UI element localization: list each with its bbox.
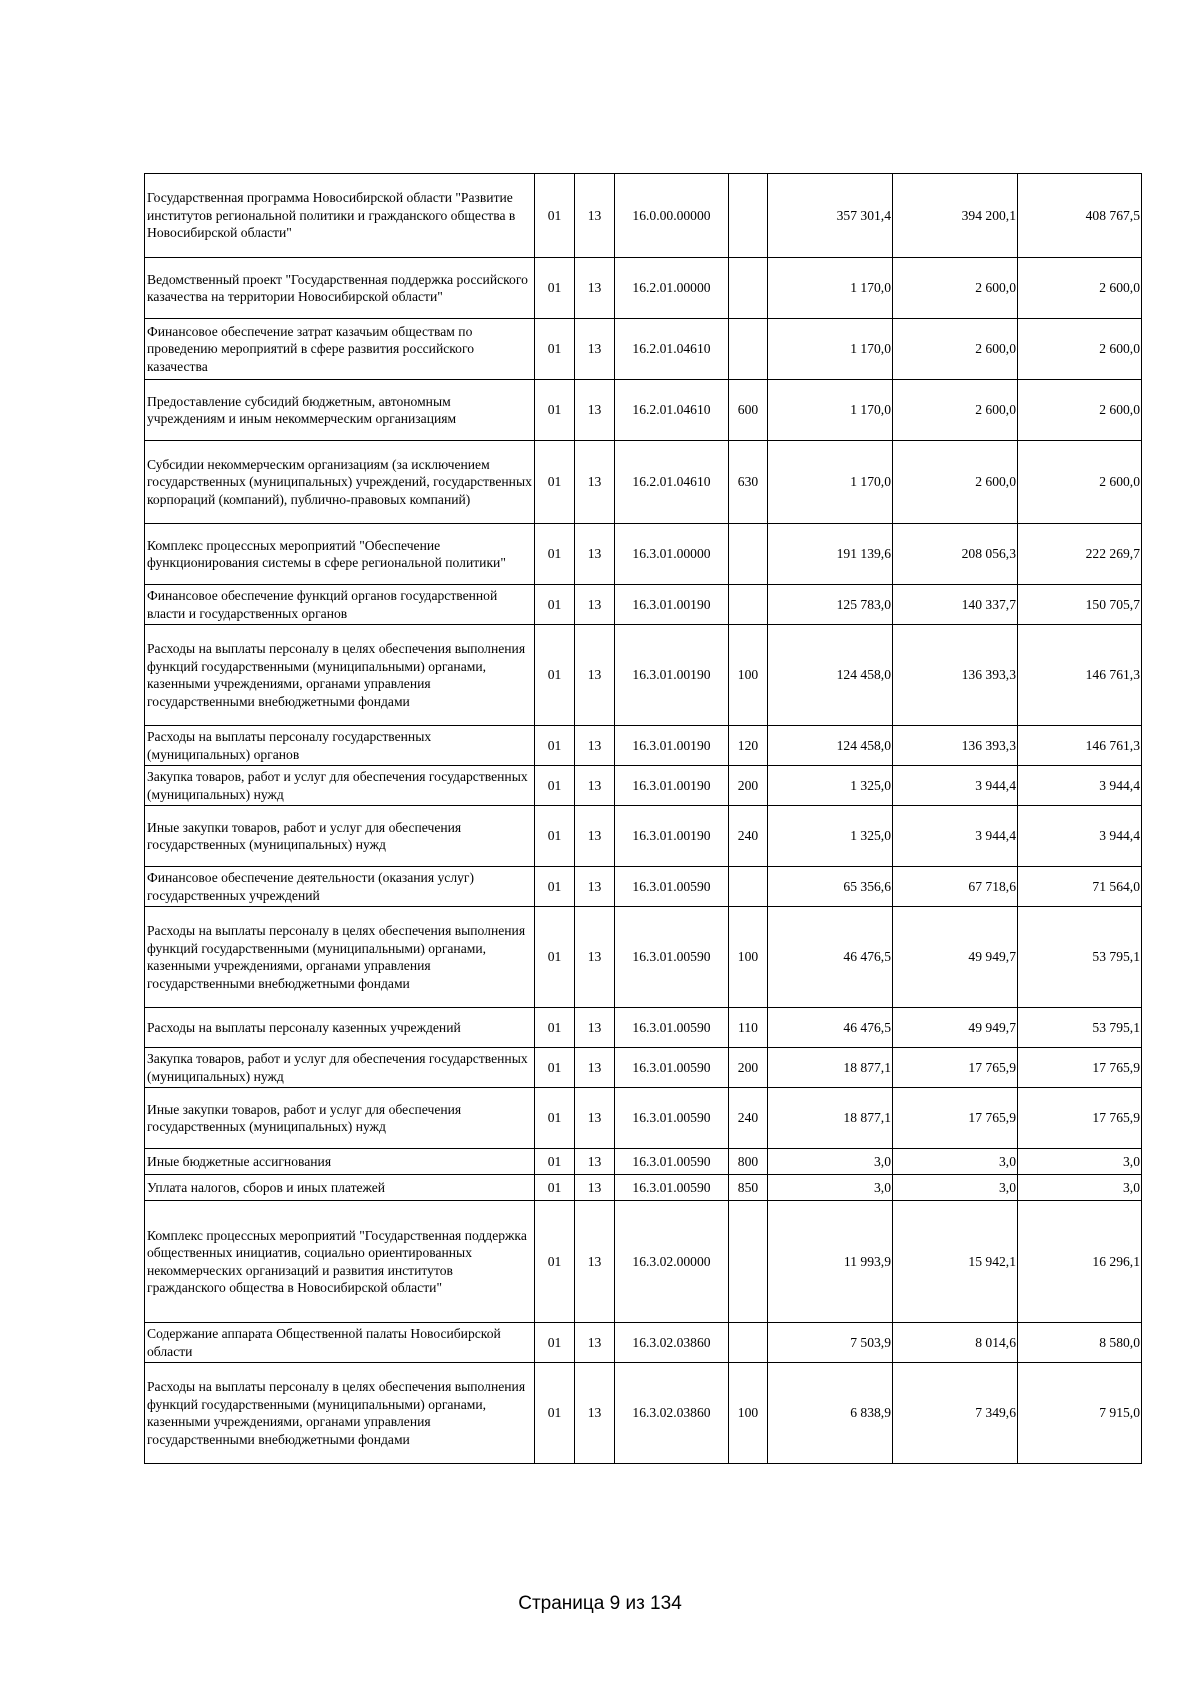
row-name: Расходы на выплаты персоналу в целях обеспечения выполнения функций государственными (муниципальными) органами, казенными учреждениями, органами управления государственными внебюджетными фондами <box>145 1363 535 1464</box>
table-row <box>145 1048 1142 1088</box>
row-name: Иные бюджетные ассигнования <box>145 1149 535 1175</box>
row-expense-type <box>729 174 768 258</box>
row-amount-year1: 1 170,0 <box>768 441 893 524</box>
row-expense-type <box>729 867 768 907</box>
row-expense-type: 100 <box>729 1363 768 1464</box>
row-amount-year1: 124 458,0 <box>768 726 893 766</box>
row-amount-year2: 49 949,7 <box>893 907 1018 1008</box>
table-row <box>145 1008 1142 1048</box>
row-name: Финансовое обеспечение затрат казачьим обществам по проведению мероприятий в сфере развития российского казачества <box>145 319 535 380</box>
row-section: 01 <box>535 1088 575 1149</box>
row-amount-year2: 8 014,6 <box>893 1323 1018 1363</box>
row-name: Закупка товаров, работ и услуг для обеспечения государственных (муниципальных) нужд <box>145 1048 535 1088</box>
row-name: Расходы на выплаты персоналу казенных учреждений <box>145 1008 535 1048</box>
row-section: 01 <box>535 726 575 766</box>
row-amount-year3: 222 269,7 <box>1018 524 1142 585</box>
table-row <box>145 319 1142 380</box>
row-subsection: 13 <box>575 1363 615 1464</box>
row-section: 01 <box>535 380 575 441</box>
row-amount-year2: 136 393,3 <box>893 726 1018 766</box>
row-expense-type: 200 <box>729 766 768 806</box>
row-section: 01 <box>535 1008 575 1048</box>
row-section: 01 <box>535 585 575 625</box>
table-row <box>145 867 1142 907</box>
row-name: Уплата налогов, сборов и иных платежей <box>145 1175 535 1201</box>
row-target-article: 16.3.01.00590 <box>615 1048 729 1088</box>
row-expense-type: 240 <box>729 806 768 867</box>
row-target-article: 16.3.02.03860 <box>615 1363 729 1464</box>
row-section: 01 <box>535 1048 575 1088</box>
row-amount-year2: 49 949,7 <box>893 1008 1018 1048</box>
row-target-article: 16.3.01.00190 <box>615 806 729 867</box>
table-row <box>145 585 1142 625</box>
row-amount-year1: 1 325,0 <box>768 806 893 867</box>
row-expense-type <box>729 1323 768 1363</box>
row-section: 01 <box>535 1201 575 1323</box>
row-amount-year2: 7 349,6 <box>893 1363 1018 1464</box>
row-name: Комплекс процессных мероприятий "Обеспечение функционирования системы в сфере региональной политики" <box>145 524 535 585</box>
table-row <box>145 726 1142 766</box>
row-target-article: 16.3.01.00190 <box>615 585 729 625</box>
row-amount-year1: 11 993,9 <box>768 1201 893 1323</box>
row-amount-year2: 3 944,4 <box>893 806 1018 867</box>
row-subsection: 13 <box>575 806 615 867</box>
row-subsection: 13 <box>575 726 615 766</box>
row-expense-type: 800 <box>729 1149 768 1175</box>
row-amount-year3: 146 761,3 <box>1018 726 1142 766</box>
row-section: 01 <box>535 441 575 524</box>
row-subsection: 13 <box>575 1149 615 1175</box>
row-expense-type: 100 <box>729 907 768 1008</box>
row-target-article: 16.3.01.00190 <box>615 766 729 806</box>
row-amount-year3: 150 705,7 <box>1018 585 1142 625</box>
row-section: 01 <box>535 1175 575 1201</box>
row-target-article: 16.3.01.00190 <box>615 726 729 766</box>
row-target-article: 16.2.01.04610 <box>615 380 729 441</box>
row-name: Иные закупки товаров, работ и услуг для обеспечения государственных (муниципальных) нужд <box>145 806 535 867</box>
row-target-article: 16.0.00.00000 <box>615 174 729 258</box>
row-amount-year3: 3 944,4 <box>1018 766 1142 806</box>
row-amount-year3: 3,0 <box>1018 1175 1142 1201</box>
row-amount-year2: 3,0 <box>893 1149 1018 1175</box>
row-expense-type <box>729 258 768 319</box>
row-amount-year2: 2 600,0 <box>893 319 1018 380</box>
row-name: Расходы на выплаты персоналу в целях обеспечения выполнения функций государственными (муниципальными) органами, казенными учреждениями, органами управления государственными внебюджетными фондами <box>145 625 535 726</box>
row-name: Иные закупки товаров, работ и услуг для обеспечения государственных (муниципальных) нужд <box>145 1088 535 1149</box>
row-name: Комплекс процессных мероприятий "Государственная поддержка общественных инициатив, социально ориентированных некоммерческих организаций и развития институтов гражданского общества в Новосибирской области" <box>145 1201 535 1323</box>
row-expense-type <box>729 524 768 585</box>
row-amount-year1: 46 476,5 <box>768 907 893 1008</box>
row-amount-year3: 17 765,9 <box>1018 1088 1142 1149</box>
row-section: 01 <box>535 766 575 806</box>
row-subsection: 13 <box>575 524 615 585</box>
row-section: 01 <box>535 174 575 258</box>
row-name: Расходы на выплаты персоналу государственных (муниципальных) органов <box>145 726 535 766</box>
row-section: 01 <box>535 524 575 585</box>
row-amount-year2: 136 393,3 <box>893 625 1018 726</box>
row-amount-year1: 65 356,6 <box>768 867 893 907</box>
row-amount-year2: 394 200,1 <box>893 174 1018 258</box>
row-amount-year3: 7 915,0 <box>1018 1363 1142 1464</box>
row-amount-year3: 2 600,0 <box>1018 319 1142 380</box>
row-amount-year2: 3 944,4 <box>893 766 1018 806</box>
table-row <box>145 258 1142 319</box>
row-amount-year1: 3,0 <box>768 1149 893 1175</box>
row-subsection: 13 <box>575 867 615 907</box>
row-expense-type: 630 <box>729 441 768 524</box>
row-name: Финансовое обеспечение функций органов государственной власти и государственных органов <box>145 585 535 625</box>
row-name: Содержание аппарата Общественной палаты Новосибирской области <box>145 1323 535 1363</box>
row-subsection: 13 <box>575 585 615 625</box>
row-expense-type <box>729 585 768 625</box>
table-row <box>145 174 1142 258</box>
row-expense-type: 850 <box>729 1175 768 1201</box>
row-amount-year1: 1 170,0 <box>768 319 893 380</box>
table-row <box>145 380 1142 441</box>
row-amount-year3: 2 600,0 <box>1018 380 1142 441</box>
row-expense-type: 120 <box>729 726 768 766</box>
page-number: Страница 9 из 134 <box>518 1593 682 1614</box>
row-amount-year3: 408 767,5 <box>1018 174 1142 258</box>
row-expense-type: 100 <box>729 625 768 726</box>
row-amount-year1: 1 325,0 <box>768 766 893 806</box>
row-amount-year2: 2 600,0 <box>893 441 1018 524</box>
row-amount-year1: 46 476,5 <box>768 1008 893 1048</box>
row-subsection: 13 <box>575 766 615 806</box>
row-amount-year1: 18 877,1 <box>768 1048 893 1088</box>
row-expense-type: 600 <box>729 380 768 441</box>
row-amount-year3: 71 564,0 <box>1018 867 1142 907</box>
row-amount-year1: 1 170,0 <box>768 258 893 319</box>
budget-table <box>144 173 1142 1464</box>
row-section: 01 <box>535 1323 575 1363</box>
row-amount-year1: 191 139,6 <box>768 524 893 585</box>
row-amount-year2: 2 600,0 <box>893 258 1018 319</box>
row-section: 01 <box>535 867 575 907</box>
row-amount-year1: 125 783,0 <box>768 585 893 625</box>
table-row <box>145 441 1142 524</box>
row-section: 01 <box>535 806 575 867</box>
table-row <box>145 907 1142 1008</box>
row-amount-year1: 124 458,0 <box>768 625 893 726</box>
row-section: 01 <box>535 1149 575 1175</box>
row-amount-year3: 8 580,0 <box>1018 1323 1142 1363</box>
row-name: Субсидии некоммерческим организациям (за исключением государственных (муниципальных) учреждений, государственных корпораций (компаний), публично-правовых компаний) <box>145 441 535 524</box>
row-subsection: 13 <box>575 441 615 524</box>
row-amount-year1: 1 170,0 <box>768 380 893 441</box>
row-target-article: 16.3.01.00590 <box>615 907 729 1008</box>
table-row <box>145 625 1142 726</box>
row-subsection: 13 <box>575 174 615 258</box>
table-row <box>145 1201 1142 1323</box>
row-target-article: 16.3.01.00000 <box>615 524 729 585</box>
row-amount-year3: 146 761,3 <box>1018 625 1142 726</box>
row-subsection: 13 <box>575 1048 615 1088</box>
table-row <box>145 1323 1142 1363</box>
row-subsection: 13 <box>575 1008 615 1048</box>
row-subsection: 13 <box>575 258 615 319</box>
row-amount-year3: 2 600,0 <box>1018 441 1142 524</box>
row-target-article: 16.3.01.00590 <box>615 867 729 907</box>
row-target-article: 16.2.01.00000 <box>615 258 729 319</box>
row-section: 01 <box>535 1363 575 1464</box>
row-amount-year2: 2 600,0 <box>893 380 1018 441</box>
row-expense-type: 200 <box>729 1048 768 1088</box>
row-amount-year1: 18 877,1 <box>768 1088 893 1149</box>
row-amount-year3: 53 795,1 <box>1018 907 1142 1008</box>
row-amount-year1: 3,0 <box>768 1175 893 1201</box>
row-amount-year1: 7 503,9 <box>768 1323 893 1363</box>
row-amount-year2: 17 765,9 <box>893 1048 1018 1088</box>
row-expense-type: 240 <box>729 1088 768 1149</box>
row-amount-year1: 6 838,9 <box>768 1363 893 1464</box>
row-amount-year3: 17 765,9 <box>1018 1048 1142 1088</box>
row-name: Предоставление субсидий бюджетным, автономным учреждениям и иным некоммерческим организациям <box>145 380 535 441</box>
row-target-article: 16.3.01.00590 <box>615 1008 729 1048</box>
row-section: 01 <box>535 625 575 726</box>
row-subsection: 13 <box>575 1323 615 1363</box>
row-amount-year3: 16 296,1 <box>1018 1201 1142 1323</box>
row-name: Расходы на выплаты персоналу в целях обеспечения выполнения функций государственными (муниципальными) органами, казенными учреждениями, органами управления государственными внебюджетными фондами <box>145 907 535 1008</box>
table-row <box>145 524 1142 585</box>
row-target-article: 16.3.01.00590 <box>615 1175 729 1201</box>
row-amount-year1: 357 301,4 <box>768 174 893 258</box>
row-expense-type: 110 <box>729 1008 768 1048</box>
row-subsection: 13 <box>575 1201 615 1323</box>
row-target-article: 16.2.01.04610 <box>615 319 729 380</box>
row-section: 01 <box>535 319 575 380</box>
row-subsection: 13 <box>575 1088 615 1149</box>
row-amount-year2: 15 942,1 <box>893 1201 1018 1323</box>
row-amount-year2: 3,0 <box>893 1175 1018 1201</box>
table-body <box>145 174 1142 1464</box>
row-amount-year3: 3,0 <box>1018 1149 1142 1175</box>
row-amount-year2: 140 337,7 <box>893 585 1018 625</box>
row-section: 01 <box>535 907 575 1008</box>
row-target-article: 16.2.01.04610 <box>615 441 729 524</box>
row-name: Государственная программа Новосибирской области "Развитие институтов региональной политики и гражданского общества в Новосибирской области" <box>145 174 535 258</box>
row-subsection: 13 <box>575 380 615 441</box>
row-target-article: 16.3.02.00000 <box>615 1201 729 1323</box>
row-subsection: 13 <box>575 319 615 380</box>
row-amount-year3: 2 600,0 <box>1018 258 1142 319</box>
table-row <box>145 766 1142 806</box>
table-row <box>145 1175 1142 1201</box>
table-row <box>145 1149 1142 1175</box>
row-expense-type <box>729 319 768 380</box>
table-row <box>145 1088 1142 1149</box>
row-name: Ведомственный проект "Государственная поддержка российского казачества на территории Новосибирской области" <box>145 258 535 319</box>
row-section: 01 <box>535 258 575 319</box>
row-amount-year2: 67 718,6 <box>893 867 1018 907</box>
row-expense-type <box>729 1201 768 1323</box>
row-subsection: 13 <box>575 1175 615 1201</box>
row-subsection: 13 <box>575 625 615 726</box>
row-amount-year2: 17 765,9 <box>893 1088 1018 1149</box>
row-target-article: 16.3.01.00590 <box>615 1088 729 1149</box>
row-target-article: 16.3.01.00590 <box>615 1149 729 1175</box>
row-amount-year3: 3 944,4 <box>1018 806 1142 867</box>
table-row <box>145 806 1142 867</box>
table-row <box>145 1363 1142 1464</box>
row-target-article: 16.3.02.03860 <box>615 1323 729 1363</box>
row-name: Закупка товаров, работ и услуг для обеспечения государственных (муниципальных) нужд <box>145 766 535 806</box>
row-amount-year3: 53 795,1 <box>1018 1008 1142 1048</box>
row-amount-year2: 208 056,3 <box>893 524 1018 585</box>
row-subsection: 13 <box>575 907 615 1008</box>
row-name: Финансовое обеспечение деятельности (оказания услуг) государственных учреждений <box>145 867 535 907</box>
row-target-article: 16.3.01.00190 <box>615 625 729 726</box>
